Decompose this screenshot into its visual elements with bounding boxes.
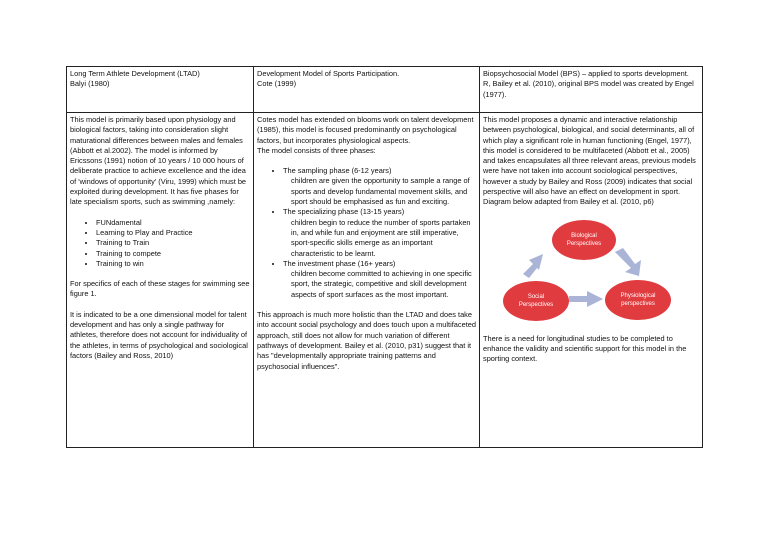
- arrow-right-down-icon: [615, 248, 641, 276]
- phase-title: • The specializing phase (13-15 years): [283, 207, 405, 217]
- arrow-left-icon: [569, 291, 603, 307]
- biological-label: Biological Perspectives: [566, 232, 602, 247]
- bps-cell: [480, 113, 703, 448]
- header-dmsp: [254, 67, 480, 113]
- bps-diagram: [483, 220, 703, 328]
- content-row: [67, 113, 703, 448]
- ltad-cell: [67, 113, 254, 448]
- bps-title: Biopsychosocial Model (BPS) – applied to sports development.: [483, 69, 689, 78]
- biological-circle: [552, 220, 616, 260]
- ltad-specifics: For specifics of each of these stages for swimming see figure 1.: [70, 279, 250, 299]
- comparison-table: [66, 66, 703, 448]
- header-ltad: [67, 67, 254, 113]
- phase-desc: children are given the opportunity to sample a range of sports and develop fundamental movement skills, and sport should be emphasised as fun and exciting.: [291, 176, 470, 207]
- physiological-circle: [605, 280, 671, 320]
- phase-desc: children become committed to achieving in one specific sport, the strategic, competitive and skill development aspects of sport surfaces as the most important.: [291, 269, 472, 299]
- list-item: [283, 166, 476, 207]
- dmsp-title: Development Model of Sports Participation.: [257, 69, 400, 78]
- dmsp-author: Cote (1999): [257, 79, 297, 89]
- phase-title: • The sampling phase (6-12 years): [283, 166, 392, 176]
- list-item: • FUNdamental: [96, 218, 250, 228]
- ltad-title: Long Term Athlete Development (LTAD): [70, 69, 200, 78]
- phase-title: • The investment phase (16+ years): [283, 258, 396, 268]
- bps-author: R, Bailey et al. (2010), original BPS model was created by Engel (1977).: [483, 79, 694, 99]
- list-item: • Training to win: [96, 259, 250, 269]
- ltad-stage-list: [70, 218, 250, 269]
- header-row: [67, 67, 703, 113]
- list-item: [283, 207, 476, 258]
- phase-desc: children begin to reduce the number of sports partaken in, and while fun and enjoyment are still imperative, sport-specific skills emerge as an important characteristic to be learnt.: [291, 217, 471, 258]
- social-circle: [503, 281, 569, 321]
- arrow-left-up-icon: [523, 254, 543, 278]
- list-item: • Training to Train: [96, 238, 250, 248]
- list-item: • Learning to Play and Practice: [96, 228, 250, 238]
- list-item: • Training to compete: [96, 249, 250, 259]
- dmsp-cell: [254, 113, 480, 448]
- list-item: [283, 259, 476, 300]
- ltad-author: Balyi (1980): [70, 79, 110, 89]
- header-bps: [480, 67, 703, 113]
- bps-intro: This model proposes a dynamic and interactive relationship between psychological, biological, and social determinants, all of which play a significant role in human functioning (Engel, 1977), this model is considered to be multifaceted (Abbott et al., 2005) and takes encapsulates all three relevant areas, previous models were have not taken into account sociological perspectives, however a study by Bailey and Ross (2009) indicates that social perspective will also have an effect on development in sport. Diagram below adapted from Bailey et al. (2010, p6): [483, 115, 696, 207]
- bps-conclusion: There is a need for longitudinal studies to be completed to enhance the validity and scientific support for this model in the sporting context.: [483, 333, 687, 364]
- ltad-critique: It is indicated to be a one dimensional model for talent development and has only a single pathway for athletes, therefore does not account for individuality of the athletes, in terms of psychological and sociological factors (Bailey and Ross, 2010): [70, 309, 248, 360]
- dmsp-intro: Cotes model has extended on blooms work on talent development (1985), this model is focused predominantly on psychological factors, but incorporates physiological aspects.: [257, 115, 474, 145]
- dmsp-phase-list: [257, 166, 476, 300]
- dmsp-conclusion: This approach is much more holistic than the LTAD and does take into account social psychology and does touch upon a multifaceted approach, still does not allow for much variation of different pathways of development. Bailey et al. (2010, p31) suggest that it has "developmentally appropriate training patterns and psychosocial influences".: [257, 310, 476, 371]
- ltad-intro: This model is primarily based upon physiology and biological factors, taking into consideration slight maturational differences between males and females (Abbott et al.2002). The model is informed by Ericssons (1991) notion of 10 years / 10 000 hours of deliberate practice to achieve excellence and the idea of 'windows of opportunity' (Viru, 1999) which must be exploited during development. It has five phases for late specialism sports, such as swimming ,namely:: [70, 115, 247, 207]
- social-label: Social Perspectives: [518, 293, 554, 308]
- dmsp-phases-lead: The model consists of three phases:: [257, 145, 376, 155]
- physiological-label: Physiological perspectives: [620, 292, 656, 307]
